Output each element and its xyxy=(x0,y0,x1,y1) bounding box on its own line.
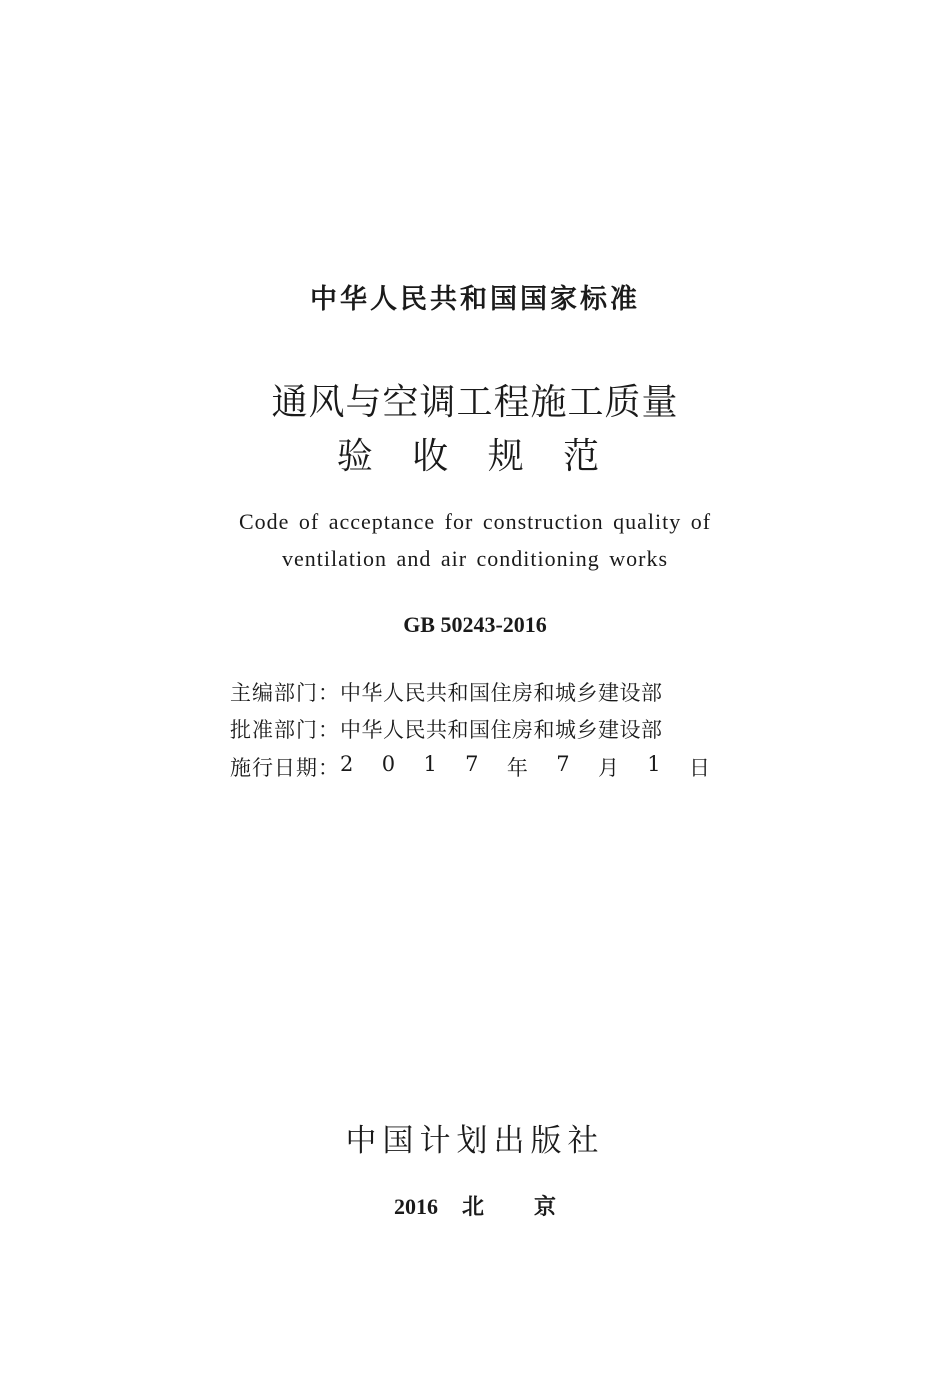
editor-department-label: 主编部门： xyxy=(230,681,340,705)
publication-year: 2016 xyxy=(393,1194,438,1219)
chinese-title-line-2: 验 收 规 范 xyxy=(336,436,614,477)
date-digit: 7 xyxy=(465,752,479,776)
date-digit: 2 xyxy=(340,752,354,776)
publication-place-year xyxy=(0,1190,950,1221)
publication-city-char-2: 京 xyxy=(534,1194,557,1219)
approver-department-value: 中华人民共和国住房和城乡建设部 xyxy=(340,718,663,742)
standard-series-title: 中华人民共和国国家标准 xyxy=(310,284,640,315)
date-month-char: 月 xyxy=(597,756,619,780)
effective-date-label: 施行日期： xyxy=(230,756,340,780)
date-digit: 1 xyxy=(647,752,661,776)
effective-date-row xyxy=(230,752,730,782)
effective-date-value xyxy=(340,752,710,782)
approver-department-label: 批准部门： xyxy=(230,718,340,742)
approver-department-row xyxy=(230,714,730,744)
date-digit: 0 xyxy=(381,752,396,776)
english-title-line-1: Code of acceptance for construction quality of xyxy=(238,509,712,534)
date-year-char: 年 xyxy=(506,756,528,780)
standard-code: GB 50243-2016 xyxy=(403,612,547,637)
english-title-line-2: ventilation and air conditioning works xyxy=(281,546,669,571)
date-digit: 7 xyxy=(556,752,570,776)
publisher-name: 中国计划出版社 xyxy=(345,1123,605,1159)
date-day-char: 日 xyxy=(689,756,710,780)
publication-city-char-1: 北 xyxy=(461,1194,484,1219)
editor-department-row xyxy=(230,677,730,707)
date-digit: 1 xyxy=(423,752,437,776)
chinese-title-line-1: 通风与空调工程施工质量 xyxy=(271,382,679,423)
editor-department-value: 中华人民共和国住房和城乡建设部 xyxy=(340,681,663,705)
